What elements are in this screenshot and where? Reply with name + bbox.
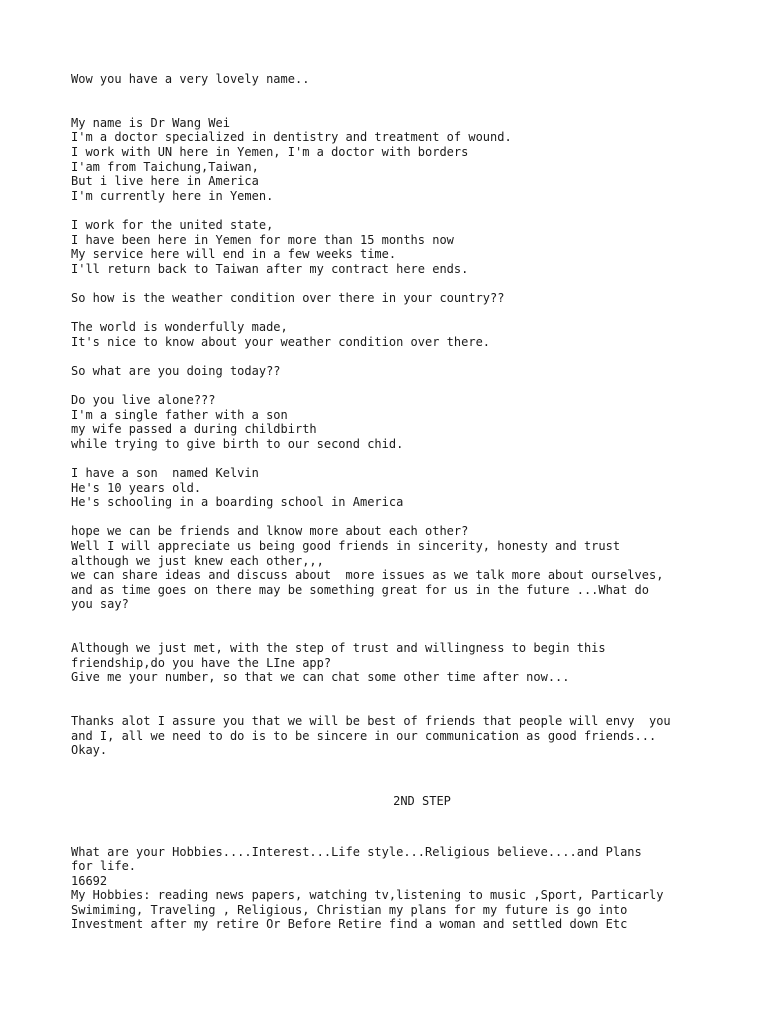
text-line: What are your Hobbies....Interest...Life style...Religious believe....and Plans (71, 844, 642, 859)
text-line: we can share ideas and discuss about more issues as we talk more about ourselves, (71, 568, 664, 583)
paragraph-introduction (71, 116, 711, 204)
paragraph-hobbies (71, 845, 711, 933)
text-line: I'll return back to Taiwan after my contract here ends. (71, 261, 469, 276)
text-line: I'm a doctor specialized in dentistry and treatment of wound. (71, 130, 512, 145)
text-line: I have been here in Yemen for more than 15 months now (71, 232, 454, 247)
text-line: Wow you have a very lovely name.. (71, 72, 310, 86)
text-line: My name is Dr Wang Wei (71, 115, 230, 130)
text-line: Okay. (71, 743, 108, 758)
text-line: It's nice to know about your weather condition over there. (71, 334, 491, 349)
text-line: I'am from Taichung,Taiwan, (71, 159, 259, 174)
text-line: I'm currently here in Yemen. (71, 188, 274, 203)
text-line: while trying to give birth to our second chid. (71, 436, 404, 451)
text-line: I have a son named Kelvin (71, 466, 259, 481)
paragraph-friendship (71, 524, 711, 612)
text-line: My Hobbies: reading news papers, watching tv,listening to music ,Sport, Particarly (71, 888, 664, 903)
text-line: So what are you doing today?? (71, 363, 281, 378)
paragraph-weather-question (71, 291, 711, 306)
paragraph-greeting (71, 72, 711, 87)
text-line: friendship,do you have the LIne app? (71, 655, 332, 670)
text-line: Although we just met, with the step of trust and willingness to begin this (71, 641, 606, 656)
text-line: and I, all we need to do is to be sincere in our communication as good friends... (71, 728, 657, 743)
text-line: and as time goes on there may be something great for us in the future ...What do (71, 582, 649, 597)
text-line: He's 10 years old. (71, 480, 202, 495)
text-line: you say? (71, 597, 129, 612)
text-line: 16692 (71, 873, 108, 888)
text-line: He's schooling in a boarding school in America (71, 495, 404, 510)
paragraph-line-app (71, 641, 711, 685)
text-line: My service here will end in a few weeks time. (71, 247, 397, 262)
section-heading: 2ND STEP (393, 793, 451, 808)
paragraph-son (71, 466, 711, 510)
text-line: Do you live alone??? (71, 393, 216, 408)
text-line: So how is the weather condition over there in your country?? (71, 290, 505, 305)
text-line: I work with UN here in Yemen, I'm a doctor with borders (71, 144, 469, 159)
text-line: But i live here in America (71, 174, 259, 189)
document-body (71, 72, 711, 932)
text-line: Well I will appreciate us being good friends in sincerity, honesty and trust (71, 539, 621, 553)
text-line: Swimiming, Traveling , Religious, Christian my plans for my future is go into (71, 902, 628, 917)
paragraph-service (71, 218, 711, 276)
text-line: my wife passed a during childbirth (71, 422, 317, 437)
text-line: I'm a single father with a son (71, 407, 288, 422)
text-line: for life. (71, 859, 137, 874)
paragraph-thanks (71, 714, 711, 758)
text-line: Thanks alot I assure you that we will be best of friends that people will envy you (71, 714, 671, 729)
text-line: Investment after my retire Or Before Retire find a woman and settled down Etc (71, 917, 628, 932)
paragraph-today (71, 364, 711, 379)
text-line: The world is wonderfully made, (71, 320, 288, 335)
text-line: hope we can be friends and lknow more about each other? (71, 524, 469, 539)
paragraph-world (71, 320, 711, 349)
text-line: Give me your number, so that we can chat some other time after now... (71, 670, 570, 685)
text-line: although we just knew each other,,, (71, 553, 324, 568)
paragraph-family (71, 393, 711, 451)
text-line: I work for the united state, (71, 217, 274, 232)
